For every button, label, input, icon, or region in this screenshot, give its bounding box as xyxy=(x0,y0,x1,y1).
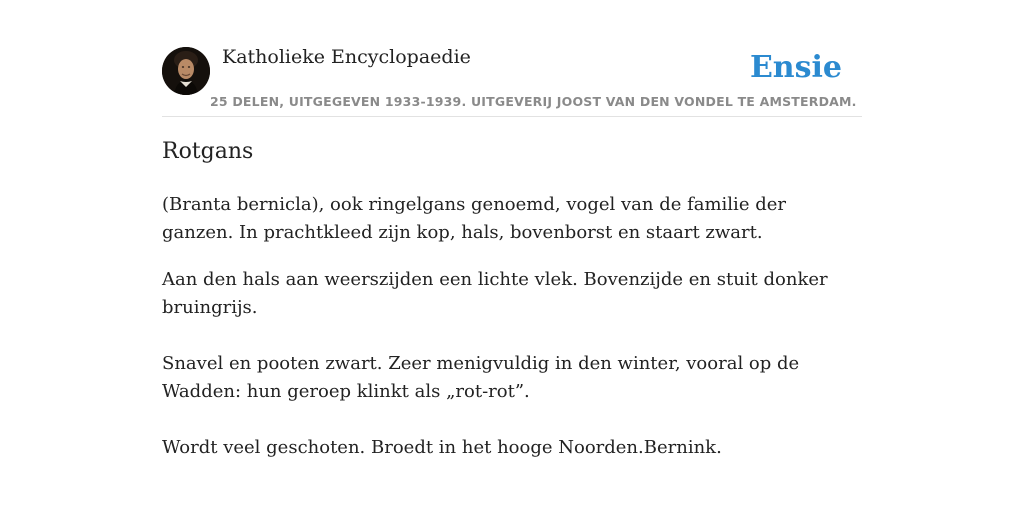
brand-logo-link[interactable]: Ensie xyxy=(749,50,842,85)
publication-meta: 25 DELEN, UITGEGEVEN 1933-1939. UITGEVERIJ JOOST VAN DEN VONDEL TE AMSTERDAM. xyxy=(210,94,857,109)
article-paragraph: Snavel en pooten zwart. Zeer menigvuldig in den winter, vooral op de Wadden: hun geroep klinkt als „rot-rot”. xyxy=(162,353,800,402)
article-paragraph: Aan den hals aan weerszijden een lichte vlek. Bovenzijde en stuit donker bruingrijs. xyxy=(162,269,828,318)
publication-avatar[interactable] xyxy=(162,47,210,95)
article-paragraph: Wordt veel geschoten. Broedt in het hooge Noorden.Bernink. xyxy=(162,437,722,458)
portrait-icon xyxy=(162,47,210,95)
article-title: Rotgans xyxy=(162,139,254,164)
article-body xyxy=(162,191,862,462)
site-header xyxy=(162,44,862,117)
publication-title[interactable]: Katholieke Encyclopaedie xyxy=(222,46,471,68)
article-paragraph: (Branta bernicla), ook ringelgans genoemd, vogel van de familie der ganzen. In prachtkleed zijn kop, hals, bovenborst en staart zwart. xyxy=(162,194,786,243)
